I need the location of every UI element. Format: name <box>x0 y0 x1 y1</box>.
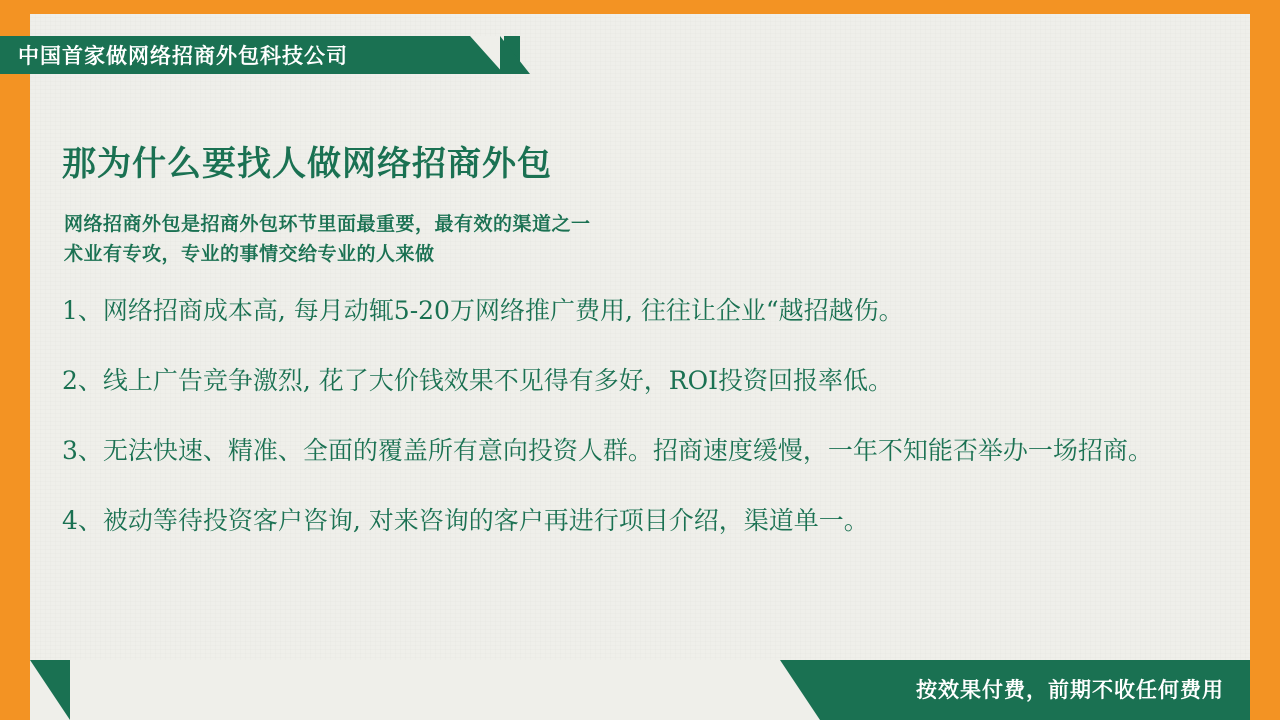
top-banner <box>0 36 520 74</box>
footer-wedge-triangle <box>780 660 820 720</box>
subtitle-line-1: 网络招商外包是招商外包环节里面最重要，最有效的渠道之一 <box>64 214 591 235</box>
subtitle-block <box>64 210 591 270</box>
subtitle-line-2: 术业有专攻，专业的事情交给专业的人来做 <box>64 244 435 265</box>
footer-notch-shape <box>30 660 70 720</box>
top-banner-label: 中国首家做网络招商外包科技公司 <box>18 45 348 68</box>
top-banner-tail-shape <box>500 36 530 74</box>
page-title: 那为什么要找人做网络招商外包 <box>62 145 552 183</box>
top-banner-notch-shape <box>470 36 504 74</box>
list-item: 3、无法快速、精准、全面的覆盖所有意向投资人群。招商速度缓慢，一年不知能否举办一场招商。 <box>62 436 1153 465</box>
list-item: 4、被动等待投资客户咨询, 对来咨询的客户再进行项目介绍，渠道单一。 <box>62 506 869 535</box>
footer-label: 按效果付费，前期不收任何费用 <box>916 679 1224 702</box>
list-item: 1、网络招商成本高, 每月动辄5-20万网络推广费用, 往往让企业“越招越伤。 <box>62 296 904 325</box>
list-item: 2、线上广告竞争激烈, 花了大价钱效果不见得有多好，ROI投资回报率低。 <box>62 366 893 395</box>
bullet-list <box>62 292 1192 540</box>
footer-wedge-shape <box>70 660 780 720</box>
